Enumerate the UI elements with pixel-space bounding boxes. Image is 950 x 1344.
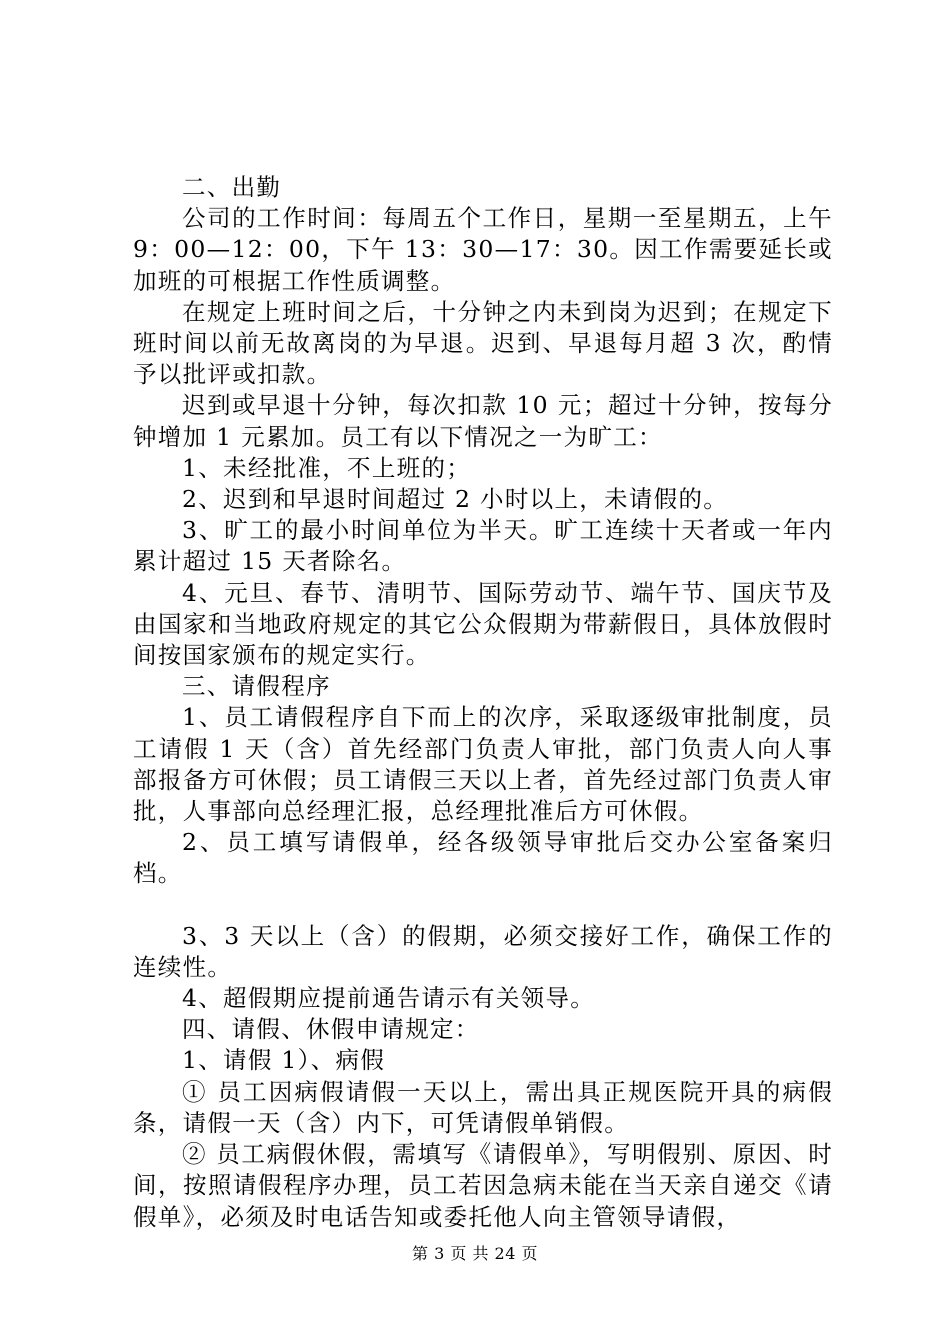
- paragraph-working-hours: 公司的工作时间：每周五个工作日，星期一至星期五，上午 9：00—12：00，下午 13：30—17：30。因工作需要延长或加班的可根据工作性质调整。: [133, 204, 833, 295]
- list-item-absence-3: 3、旷工的最小时间单位为半天。旷工连续十天者或一年内累计超过 15 天者除名。: [133, 516, 833, 576]
- document-body: [133, 172, 833, 1233]
- section-heading-attendance: 二、出勤: [182, 173, 282, 201]
- paragraph-late-early-leave: 在规定上班时间之后，十分钟之内未到岗为迟到；在规定下班时间以前无故离岗的为早退。迟到、早退每月超 3 次，酌情予以批评或扣款。: [133, 297, 833, 389]
- list-item-absence-2: 2、迟到和早退时间超过 2 小时以上，未请假的。: [182, 485, 729, 514]
- list-item-sick-leave-2: ② 员工病假休假，需填写《请假单》，写明假别、原因、时间，按照请假程序办理，员工若因急病未能在当天亲自递交《请假单》，必须及时电话告知或委托他人向主管领导请假，: [133, 1140, 833, 1231]
- section-heading-leave-procedure: 三、请假程序: [182, 672, 331, 701]
- list-item-sick-leave-1: ① 员工因病假请假一天以上，需出具正规医院开具的病假条，请假一天（含）内下，可凭请假单销假。: [133, 1077, 833, 1137]
- paragraph-deductions: 迟到或早退十分钟，每次扣款 10 元；超过十分钟，按每分钟增加 1 元累加。员工有以下情况之一为旷工：: [133, 391, 833, 451]
- list-item-holidays: 4、元旦、春节、清明节、国际劳动节、端午节、国庆节及由国家和当地政府规定的其它公众假期为带薪假日，具体放假时间按国家颁布的规定实行。: [133, 578, 833, 670]
- section-heading-leave-rules: 四、请假、休假申请规定：: [182, 1015, 480, 1044]
- list-item-leave-procedure-4: 4、超假期应提前通告请示有关领导。: [182, 984, 596, 1013]
- list-item-leave-procedure-3: 3、3 天以上（含）的假期，必须交接好工作，确保工作的连续性。: [133, 921, 833, 981]
- list-item-absence-1: 1、未经批准，不上班的；: [182, 453, 472, 482]
- paragraph-spacer: [133, 890, 833, 921]
- list-item-leave-procedure-2: 2、员工填写请假单，经各级领导审批后交办公室备案归档。: [133, 828, 833, 888]
- subheading-sick-leave: 1、请假 1）、病假: [182, 1046, 386, 1075]
- page-number-footer: 第 3 页 共 24 页: [412, 1244, 538, 1263]
- list-item-leave-procedure-1: 1、员工请假程序自下而上的次序，采取逐级审批制度，员工请假 1 天（含）首先经部门负责人审批，部门负责人向人事部报备方可休假；员工请假三天以上者，首先经过部门负责人审批，人事部向总经理汇报，总经理批准后方可休假。: [133, 703, 833, 826]
